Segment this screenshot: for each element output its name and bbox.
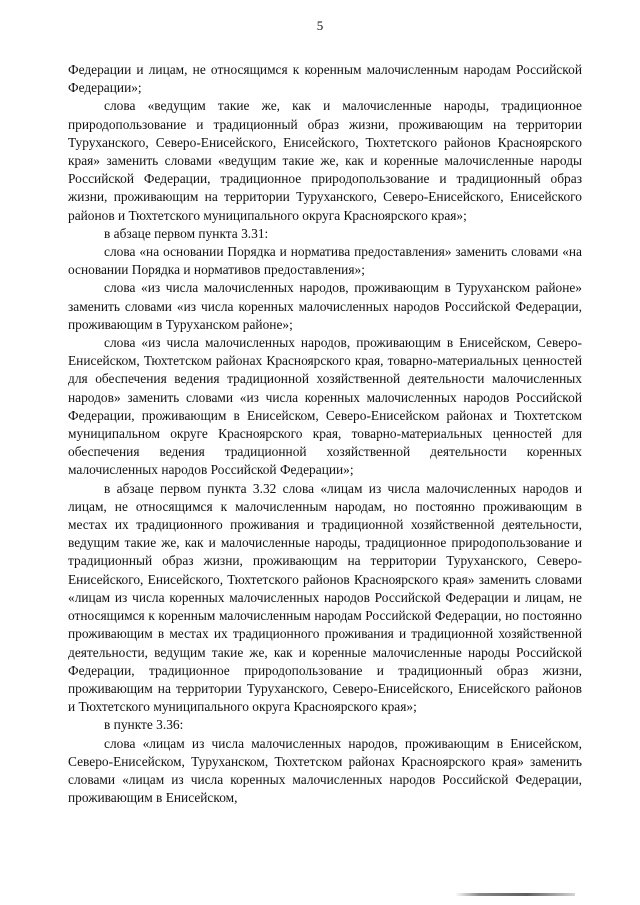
paragraph: в пункте 3.36: (104, 717, 184, 733)
paragraph: Федерации и лицам, не относящимся к коренным малочисленным народам Российской Федерации»; (68, 62, 582, 96)
document-body (68, 61, 582, 807)
paragraph: слова «лицам из числа малочисленных народов, проживающим в Енисейском, Северо-Енисейском, Туруханском, Тюхтетском районах Красноярского края» заменить словами «лицам из числа коренных малочисленных народов Российской Федерации, проживающим в Енисейском, (68, 735, 582, 806)
paragraph: слова «из числа малочисленных народов, проживающим в Туруханском районе» заменить словами «из числа коренных малочисленных народов Российской Федерации, проживающим в Туруханском районе»; (68, 280, 582, 332)
paragraph: слова «на основании Порядка и норматива предоставления» заменить словами «на основании Порядка и нормативов предоставления»; (68, 244, 582, 278)
paragraph: в абзаце первом пункта 3.31: (104, 225, 269, 241)
page-number: 5 (316, 18, 324, 33)
paragraph: в абзаце первом пункта 3.32 слова «лицам из числа малочисленных народов и лицам, не относящимся к малочисленным народам, но постоянно проживающим в местах их традиционного проживания и традиционной хозяйственной деятельности, ведущим такие же, как и малочисленные народы, традиционное природопользование и традиционный образ жизни, проживающим на территории Туруханского, Северо-Енисейского, Енисейского, Тюхтетского районов Красноярского края» заменить словами «лицам из числа коренных малочисленных народов Российской Федерации и лицам, не относящимся к коренным малочисленным народам Российской Федерации, но постоянно проживающим в местах их традиционного проживания и традиционной хозяйственной деятельности, ведущим такие же, как и коренные малочисленные народы Российской Федерации, традиционное природопользование и традиционный образ жизни, проживающим на территории Туруханского, Северо-Енисейского, Енисейского районов и Тюхтетского муниципального округа Красноярского края»; (68, 480, 582, 715)
scan-artifact-line (455, 893, 575, 896)
paragraph: слова «из числа малочисленных народов, проживающим в Енисейском, Северо-Енисейском, Тюхтетском районах Красноярского края, товарно-материальных ценностей для обеспечения ведения традиционной хозяйственной деятельности малочисленных народов» заменить словами «из числа коренных малочисленных народов Российской Федерации, проживающим в Енисейском, Северо-Енисейском районах и Тюхтетском муниципальном округе Красноярского края, товарно-материальных ценностей для обеспечения ведения традиционной хозяйственной деятельности коренных малочисленных народов Российской Федерации»; (68, 335, 582, 478)
paragraph: слова «ведущим такие же, как и малочисленные народы, традиционное природопользование и традиционный образ жизни, проживающим на территории Туруханского, Северо-Енисейского, Енисейского, Тюхтетского районов Красноярского края» заменить словами «ведущим такие же, как и коренные малочисленные народы Российской Федерации, традиционное природопользование и традиционный образ жизни, проживающим на территории Туруханского, Северо-Енисейского, Енисейского районов и Тюхтетского муниципального округа Красноярского края»; (68, 98, 582, 223)
